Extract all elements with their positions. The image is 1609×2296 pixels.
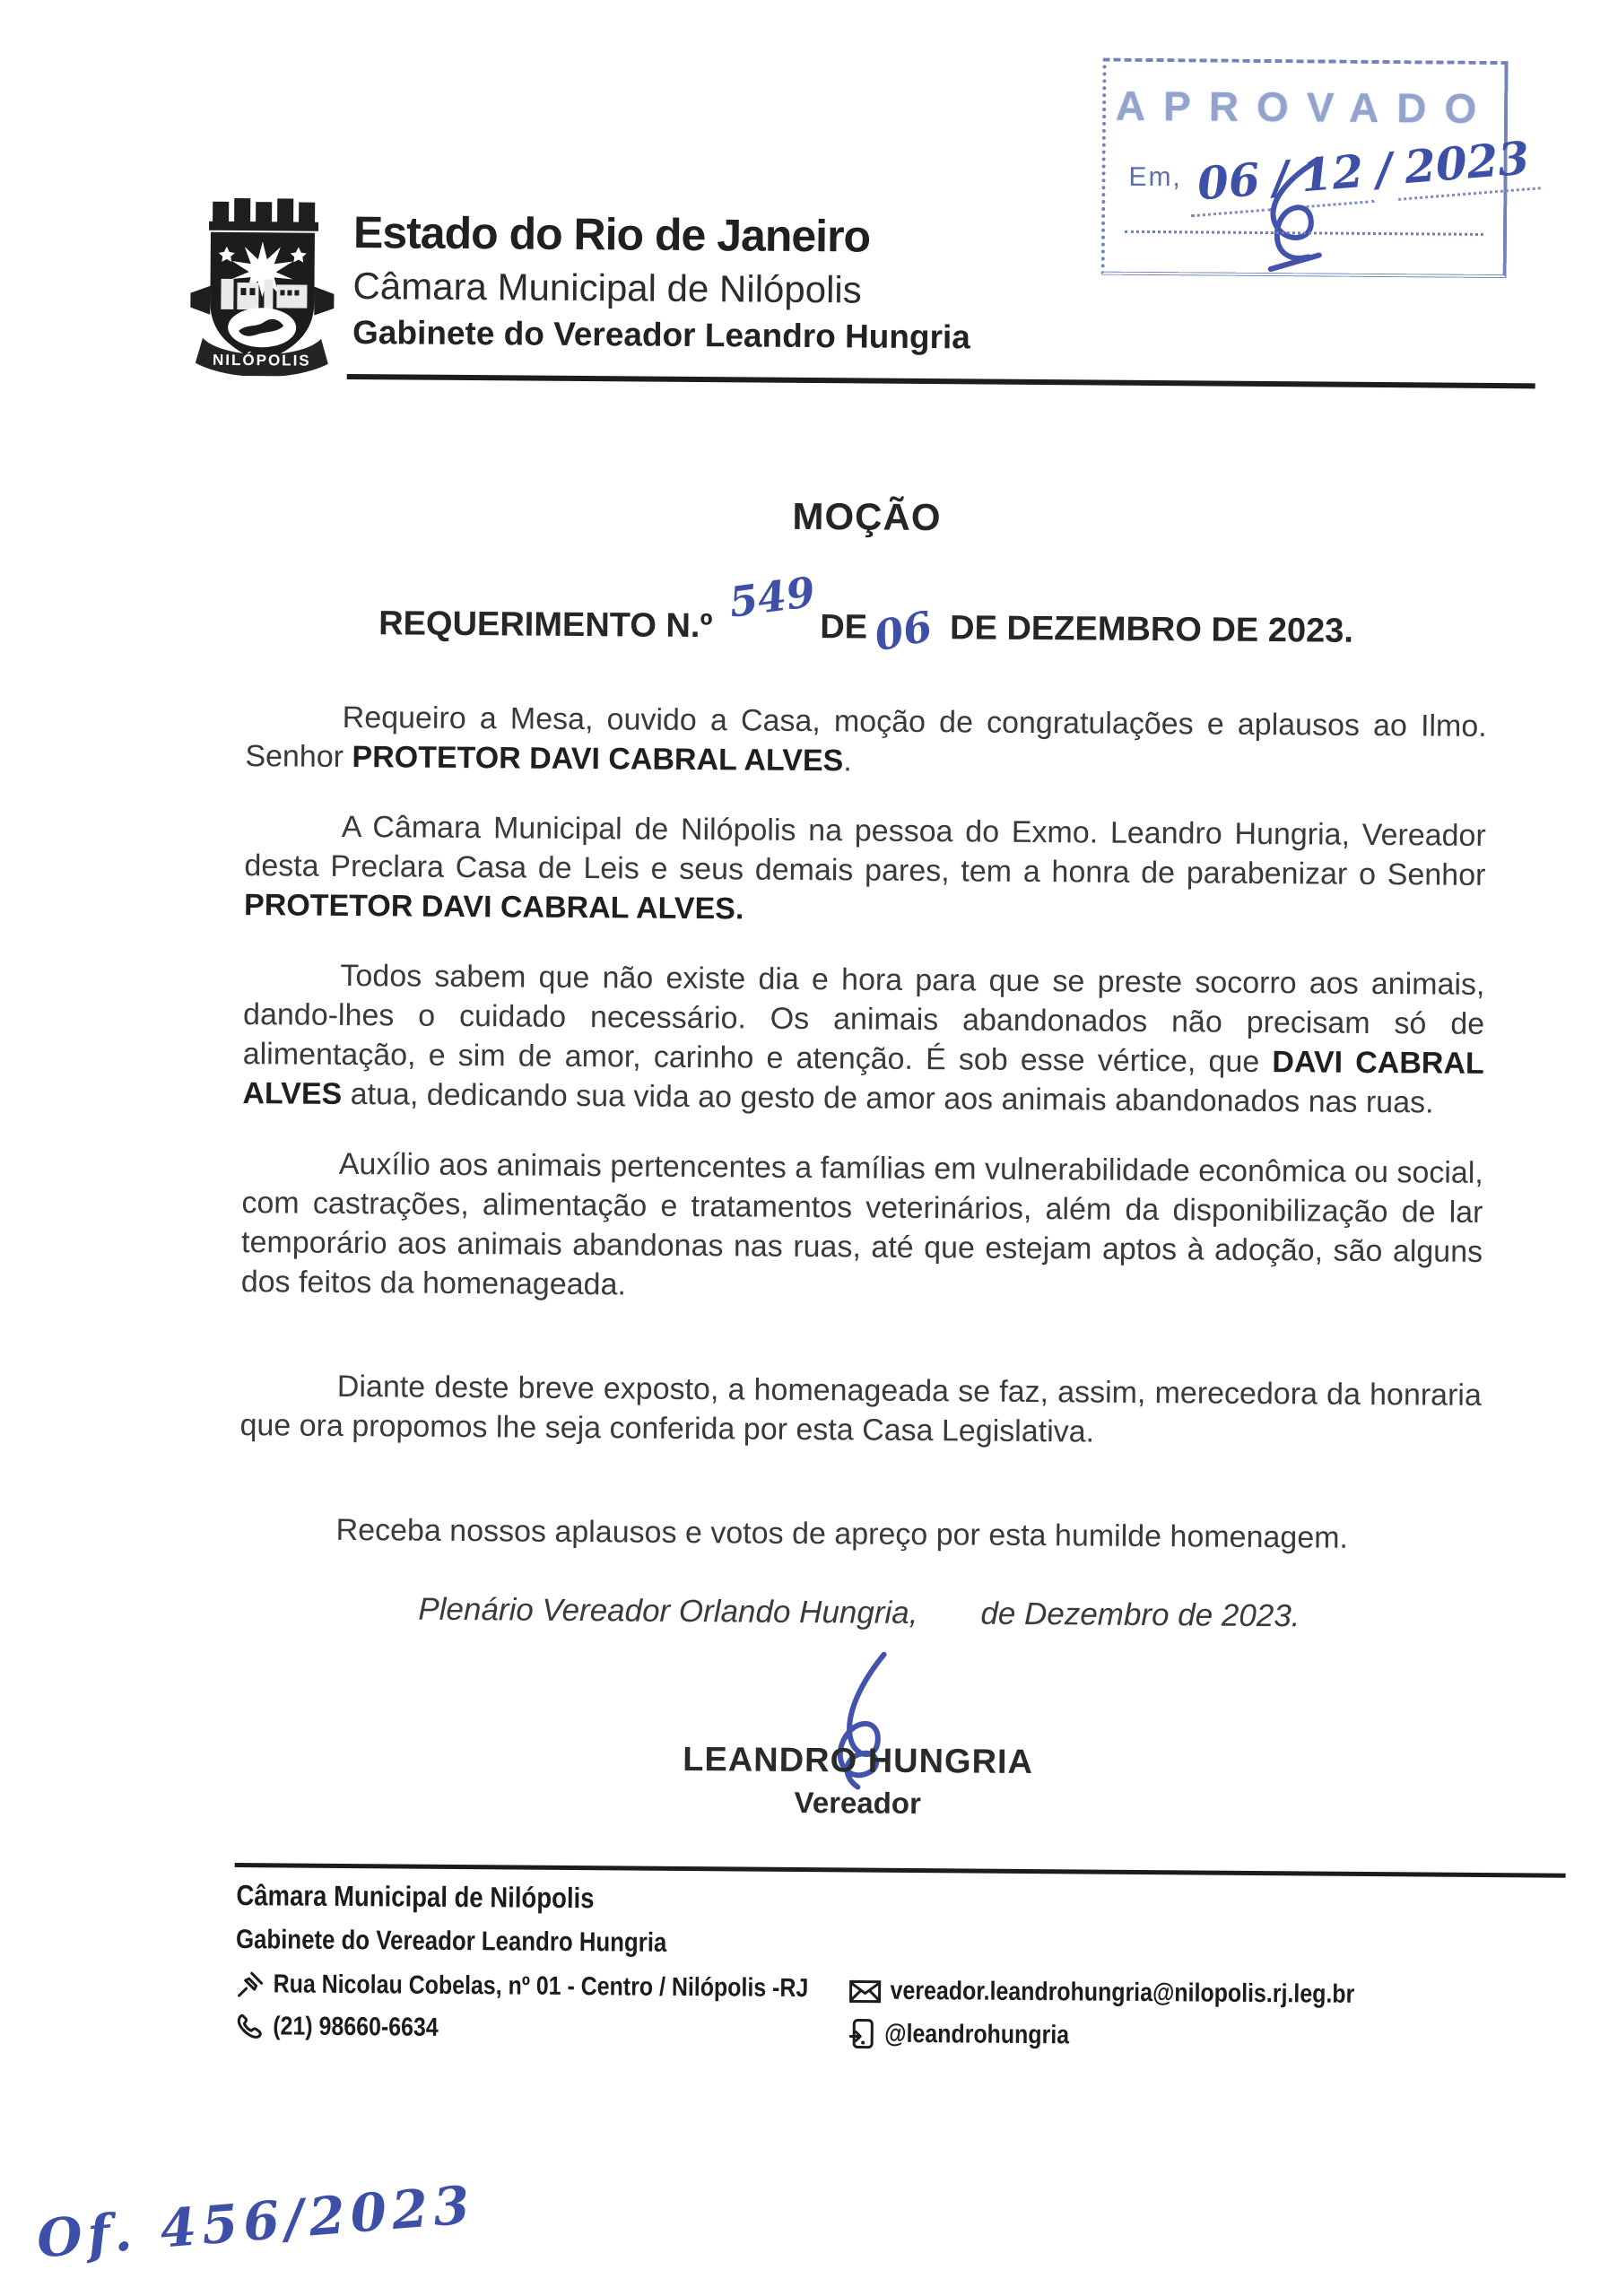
footer-phone: (21) 98660-6634 bbox=[273, 2012, 439, 2042]
requerimento-de: DE bbox=[820, 608, 868, 647]
p2-text: A Câmara Municipal de Nilópolis na pessoa do Exmo. Leandro Hungria, Vereador desta Preclara Casa de Leis e seus demais pares, tem a honra de parabenizar o Senhor bbox=[244, 809, 1486, 892]
p6-text: Receba nossos aplausos e votos de apreço por esta humilde homenagem. bbox=[335, 1512, 1349, 1555]
footer-right-column bbox=[848, 1974, 1431, 2066]
p3-text-end: atua, dedicando sua vida ao gesto de amor aos animais abandonados nas ruas. bbox=[342, 1076, 1434, 1120]
paragraph-5 bbox=[239, 1366, 1482, 1455]
requerimento-prefix: REQUERIMENTO N.º bbox=[378, 604, 713, 646]
p3-text: Todos sabem que não existe dia e hora para que se preste socorro aos animais, dando-lhes o cuidado necessário. Os animais abandonados não precisam só de alimentação, e sim de amor, carinho e atenção. É sob esse vértice, que bbox=[242, 958, 1485, 1080]
envelope-icon bbox=[848, 1978, 881, 2005]
requerimento-number-slot bbox=[712, 567, 820, 638]
footer-social: @leandrohungria bbox=[884, 2019, 1070, 2049]
letterhead-office: Gabinete do Vereador Leandro Hungria bbox=[352, 314, 971, 356]
p1-text: Requeiro a Mesa, ouvido a Casa, moção de congratulações e aplausos ao Ilmo. Senhor bbox=[245, 700, 1487, 775]
plenary-dateline bbox=[239, 1590, 1480, 1636]
footer-left-column bbox=[235, 1970, 846, 2061]
p2-honoree-name: PROTETOR DAVI CABRAL ALVES. bbox=[243, 888, 744, 926]
footer-email: vereador.leandrohungria@nilopolis.rj.leg.br bbox=[890, 1976, 1355, 2009]
stamp-approved-text: APROVADO bbox=[1115, 82, 1495, 133]
header-divider bbox=[347, 374, 1535, 388]
p4-text: Auxílio aos animais pertencentes a famílias em vulnerabilidade econômica ou social, com castrações, alimentação e tratamentos veterinários, além da disponibilização de lar temporário aos animais abandonas nas ruas, até que estejam aptos à adoção, são alguns dos feitos da homenageada. bbox=[240, 1146, 1483, 1302]
footer-org-name: Câmara Municipal de Nilópolis bbox=[236, 1879, 595, 1915]
footer-address: Rua Nicolau Cobelas, nº 01 - Centro / Nilópolis -RJ bbox=[273, 1970, 809, 2004]
letterhead-state: Estado do Rio de Janeiro bbox=[352, 207, 871, 262]
footer-divider bbox=[235, 1863, 1566, 1878]
stamp-date-year: 2023 bbox=[1394, 130, 1541, 200]
stamp-em-label: Em, bbox=[1128, 161, 1182, 193]
paragraph-1 bbox=[245, 697, 1487, 786]
letterhead bbox=[352, 207, 971, 356]
footer-office-name: Gabinete do Vereador Leandro Hungria bbox=[235, 1925, 667, 1958]
stamp-date-slash1: / bbox=[1270, 150, 1292, 204]
paragraph-6 bbox=[239, 1509, 1480, 1559]
requerimento-title-line bbox=[244, 567, 1487, 661]
plenary-place: Plenário Vereador Orlando Hungria, bbox=[418, 1591, 918, 1631]
pin-icon bbox=[236, 1970, 265, 1999]
p3-honoree-name: DAVI CABRAL ALVES bbox=[242, 1045, 1484, 1111]
handwritten-request-number: 549 bbox=[726, 567, 818, 627]
letterhead-chamber: Câmara Municipal de Nilópolis bbox=[352, 265, 862, 311]
requerimento-suffix: DE DEZEMBRO DE 2023. bbox=[949, 609, 1354, 650]
paragraph-4 bbox=[241, 1144, 1483, 1311]
p5-text: Diante deste breve exposto, a homenageada se faz, assim, merecedora da honraria que ora propomos lhe seja conferida por esta Casa Legislativa. bbox=[239, 1369, 1482, 1449]
document-body bbox=[239, 697, 1487, 1589]
stamp-date-day: 06 bbox=[1187, 152, 1272, 217]
paragraph-3 bbox=[242, 955, 1484, 1123]
p1-honoree-name: PROTETOR DAVI CABRAL ALVES bbox=[352, 740, 844, 778]
signer-name: LEANDRO HUNGRIA bbox=[683, 1740, 1034, 1782]
stamp-date-slash2: / bbox=[1373, 142, 1395, 196]
footer-block bbox=[235, 1879, 1519, 2066]
p1-period: . bbox=[843, 744, 852, 778]
mobile-icon bbox=[848, 2018, 875, 2048]
stamp-date-month: 12 bbox=[1290, 144, 1375, 209]
crest-banner-text: NILÓPOLIS bbox=[212, 351, 311, 370]
approval-stamp bbox=[1101, 58, 1532, 279]
phone-icon bbox=[235, 2013, 264, 2041]
handwritten-day: 06 bbox=[869, 601, 936, 661]
stamp-initials-scribble-icon bbox=[1226, 161, 1379, 283]
signer-role: Vereador bbox=[794, 1785, 922, 1821]
coat-of-arms-icon bbox=[187, 196, 339, 377]
document-type-title: MOÇÃO bbox=[792, 494, 942, 539]
paragraph-2 bbox=[244, 806, 1486, 935]
signature-block bbox=[237, 1646, 1479, 1825]
office-number-annotation: Of. 456/2023 bbox=[34, 2173, 477, 2270]
plenary-date: de Dezembro de 2023. bbox=[980, 1596, 1300, 1634]
